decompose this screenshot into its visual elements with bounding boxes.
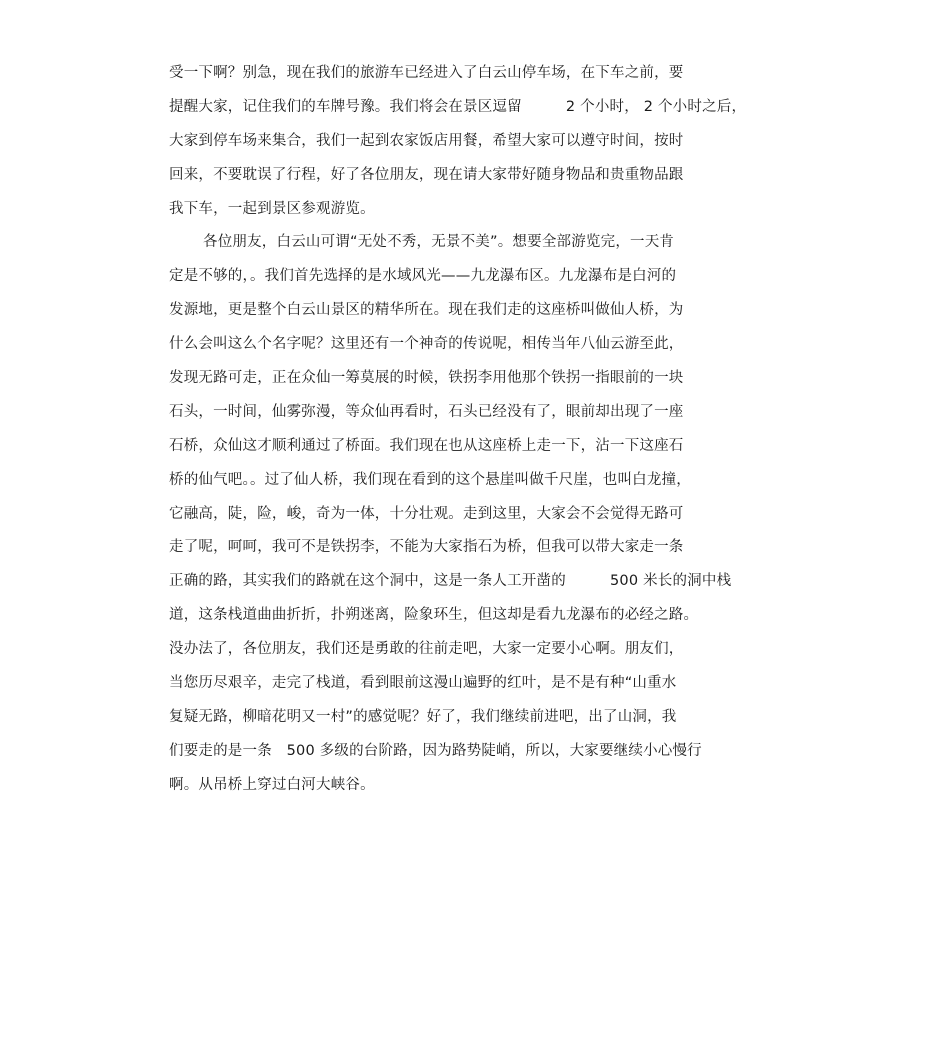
text-line: 正确的路，其实我们的路就在这个洞中，这是一条人工开凿的 500 米长的洞中栈 [169, 573, 732, 590]
text-line: 道，这条栈道曲曲折折，扑朔迷离，险象环生，但这却是看九龙瀑布的必经之路。 [169, 607, 699, 624]
text-line: 受一下啊？别急，现在我们的旅游车已经进入了白云山停车场，在下车之前，要 [169, 65, 684, 81]
text-line: 们要走的是一条 500 多级的台阶路，因为路势陡峭，所以，大家要继续小心慢行 [169, 742, 702, 759]
text-line: 桥的仙气吧。。过了仙人桥，我们现在看到的这个悬崖叫做千尺崖，也叫白龙撞， [169, 471, 691, 488]
body-text [169, 60, 789, 806]
paragraph-start-line: 各位朋友，白云山可谓“无处不秀，无景不美”。想要全部游览完，一天肯 [203, 234, 675, 251]
text-line: 什么会叫这么个名字呢？这里还有一个神奇的传说呢，相传当年八仙云游至此， [169, 336, 684, 353]
text-line: 我下车，一起到景区参观游览。 [169, 200, 375, 217]
text-line: 走了呢，呵呵，我可不是铁拐李，不能为大家指石为桥，但我可以带大家走一条 [169, 539, 684, 556]
text-line: 发现无路可走，正在众仙一筹莫展的时候，铁拐李用他那个铁拐一指眼前的一块 [169, 370, 684, 387]
text-line: 定是不够的，。我们首先选择的是水域风光——九龙瀑布区。九龙瀑布是白河的 [169, 268, 677, 285]
text-line: 复疑无路，柳暗花明又一村”的感觉呢？好了，我们继续前进吧，出了山洞，我 [169, 708, 677, 725]
text-line: 回来，不要耽误了行程，好了各位朋友，现在请大家带好随身物品和贵重物品跟 [169, 166, 684, 183]
text-line: 当您历尽艰辛，走完了栈道，看到眼前这漫山遍野的红叶，是不是有种“山重水 [169, 675, 677, 692]
text-line: 大家到停车场来集合，我们一起到农家饭店用餐，希望大家可以遵守时间，按时 [169, 132, 684, 149]
text-line: 石桥，众仙这才顺利通过了桥面。我们现在也从这座桥上走一下，沾一下这座石 [169, 437, 684, 454]
text-line: 没办法了，各位朋友，我们还是勇敢的往前走吧，大家一定要小心啊。朋友们， [169, 641, 684, 658]
text-line: 它融高，陡，险，峻，奇为一体，十分壮观。走到这里，大家会不会觉得无路可 [169, 505, 684, 522]
text-line: 发源地，更是整个白云山景区的精华所在。现在我们走的这座桥叫做仙人桥，为 [169, 302, 684, 319]
text-line: 石头，一时间，仙雾弥漫，等众仙再看时，石头已经没有了，眼前却出现了一座 [169, 403, 684, 420]
text-line: 提醒大家，记住我们的车牌号豫。我们将会在景区逗留 2 个小时， 2 个小时之后， [169, 98, 747, 115]
text-line: 啊。从吊桥上穿过白河大峡谷。 [169, 776, 375, 793]
